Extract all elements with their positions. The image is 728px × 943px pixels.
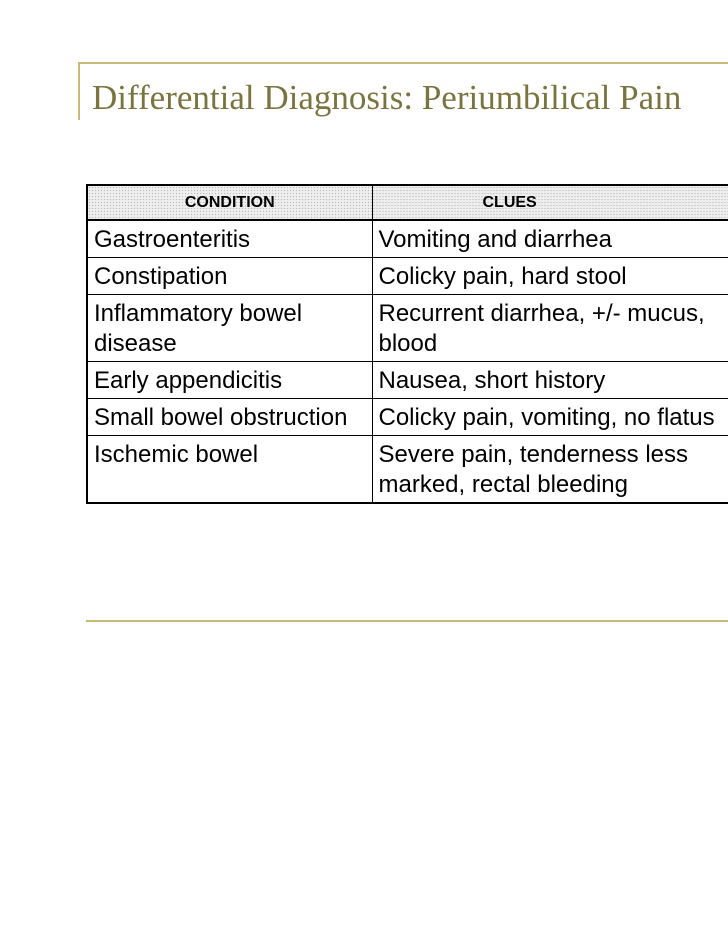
- clues-line: blood: [378, 330, 438, 357]
- differential-table-container: [86, 184, 728, 504]
- clues-cell: Colicky pain, vomiting, no flatus: [372, 399, 728, 436]
- clues-line: Severe pain, tenderness less: [378, 441, 689, 468]
- slide-title: Differential Diagnosis: Periumbilical Pain: [92, 78, 682, 117]
- clues-line: marked, rectal bleeding: [378, 471, 628, 498]
- differential-table: [86, 184, 728, 504]
- condition-cell: Inflammatory bowel disease: [87, 295, 372, 362]
- table-row: [87, 436, 728, 504]
- header-condition: CONDITION: [87, 185, 372, 220]
- condition-cell: Ischemic bowel: [87, 436, 372, 504]
- condition-cell: Small bowel obstruction: [87, 399, 372, 436]
- table-row: [87, 362, 728, 399]
- condition-cell: Gastroenteritis: [87, 220, 372, 258]
- table-row: [87, 258, 728, 295]
- clues-cell: [372, 295, 728, 362]
- header-clues: CLUES: [372, 185, 728, 220]
- clues-cell: Vomiting and diarrhea: [372, 220, 728, 258]
- table-row: [87, 220, 728, 258]
- bottom-divider: [86, 620, 728, 622]
- condition-cell: Constipation: [87, 258, 372, 295]
- table-header-row: [87, 185, 728, 220]
- table-row: [87, 295, 728, 362]
- clues-cell: [372, 436, 728, 504]
- table-row: [87, 399, 728, 436]
- clues-cell: Nausea, short history: [372, 362, 728, 399]
- clues-cell: Colicky pain, hard stool: [372, 258, 728, 295]
- condition-cell: Early appendicitis: [87, 362, 372, 399]
- clues-line: Recurrent diarrhea, +/- mucus,: [378, 300, 705, 327]
